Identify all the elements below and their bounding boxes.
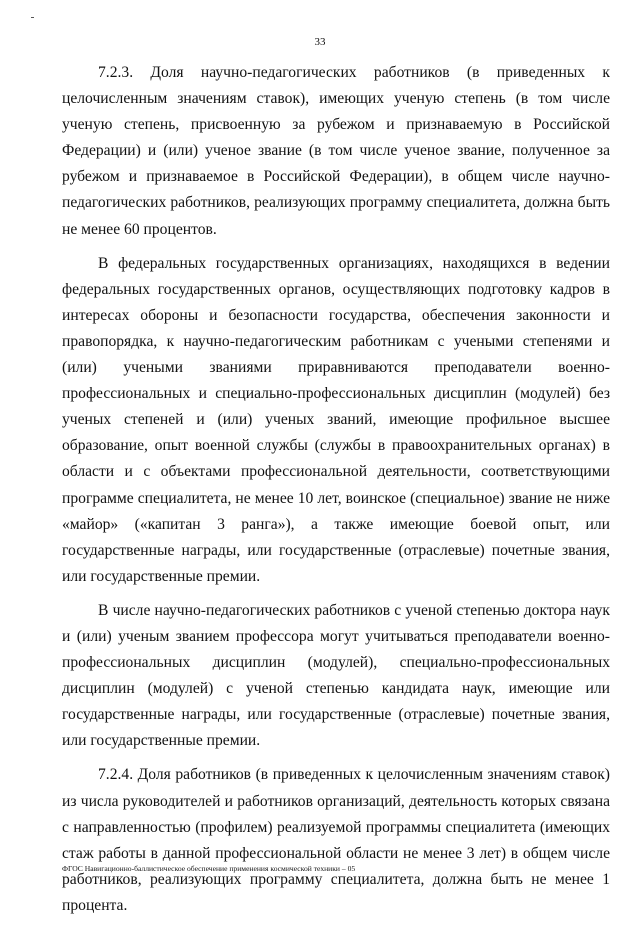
paragraph-doctors-professors: В числе научно-педагогических работников с ученой степенью доктора наук и (или) ученым званием профессора могут учитываться преподаватели военно-профессиональных дисциплин (модулей), специально-профессиональных дисциплин (модулей) с ученой степенью кандидата наук, имеющие или государственные награды, или государственные (отраслевые) почетные звания, или государственные премии. <box>62 601 610 750</box>
body-text <box>62 60 610 927</box>
paragraph-federal-organizations: В федеральных государственных организациях, находящихся в ведении федеральных государственных органов, осуществляющих подготовку кадров в интересах обороны и безопасности государства, обеспечения законности и правопорядка, к научно-педагогическим работникам с учеными степенями и (или) учеными званиями приравниваются преподаватели военно-профессиональных и специально-профессиональных дисциплин (модулей) без ученых степеней и (или) ученых званий, имеющие профильное высшее образование, опыт военной службы (службы в правоохранительных органах) в области и с объектами профессиональной деятельности, соответствующими программе специалитета, не менее 10 лет, воинское (специальное) звание не ниже «майор» («капитан 3 ранга»), а также имеющие боевой опыт, или государственные награды, или государственные (отраслевые) почетные звания, или государственные премии. <box>62 254 610 585</box>
footer-note: ФГОС Навигационно-баллистическое обеспечение применения космической техники – 05 <box>62 864 356 873</box>
paragraph-7-2-4: 7.2.4. Доля работников (в приведенных к целочисленным значениям ставок) из числа руководителей и работников организаций, деятельность которых связана с направленностью (профилем) реализуемой программы специалитета (имеющих стаж работы в данной профессиональной области не менее 3 лет) в общем числе работников, реализующих программу специалитета, должна быть не менее 1 процента. <box>62 766 610 914</box>
page-number: 33 <box>314 36 326 48</box>
scan-mark <box>31 17 34 18</box>
paragraph-7-2-3: 7.2.3. Доля научно-педагогических работников (в приведенных к целочисленным значениям ставок), имеющих ученую степень (в том числе ученую степень, присвоенную за рубежом и признаваемую в Российской Федерации) и (или) ученое звание (в том числе ученое звание, полученное за рубежом и признаваемое в Российской Федерации), в общем числе научно-педагогических работников, реализующих программу специалитета, должна быть не менее 60 процентов. <box>62 64 610 238</box>
